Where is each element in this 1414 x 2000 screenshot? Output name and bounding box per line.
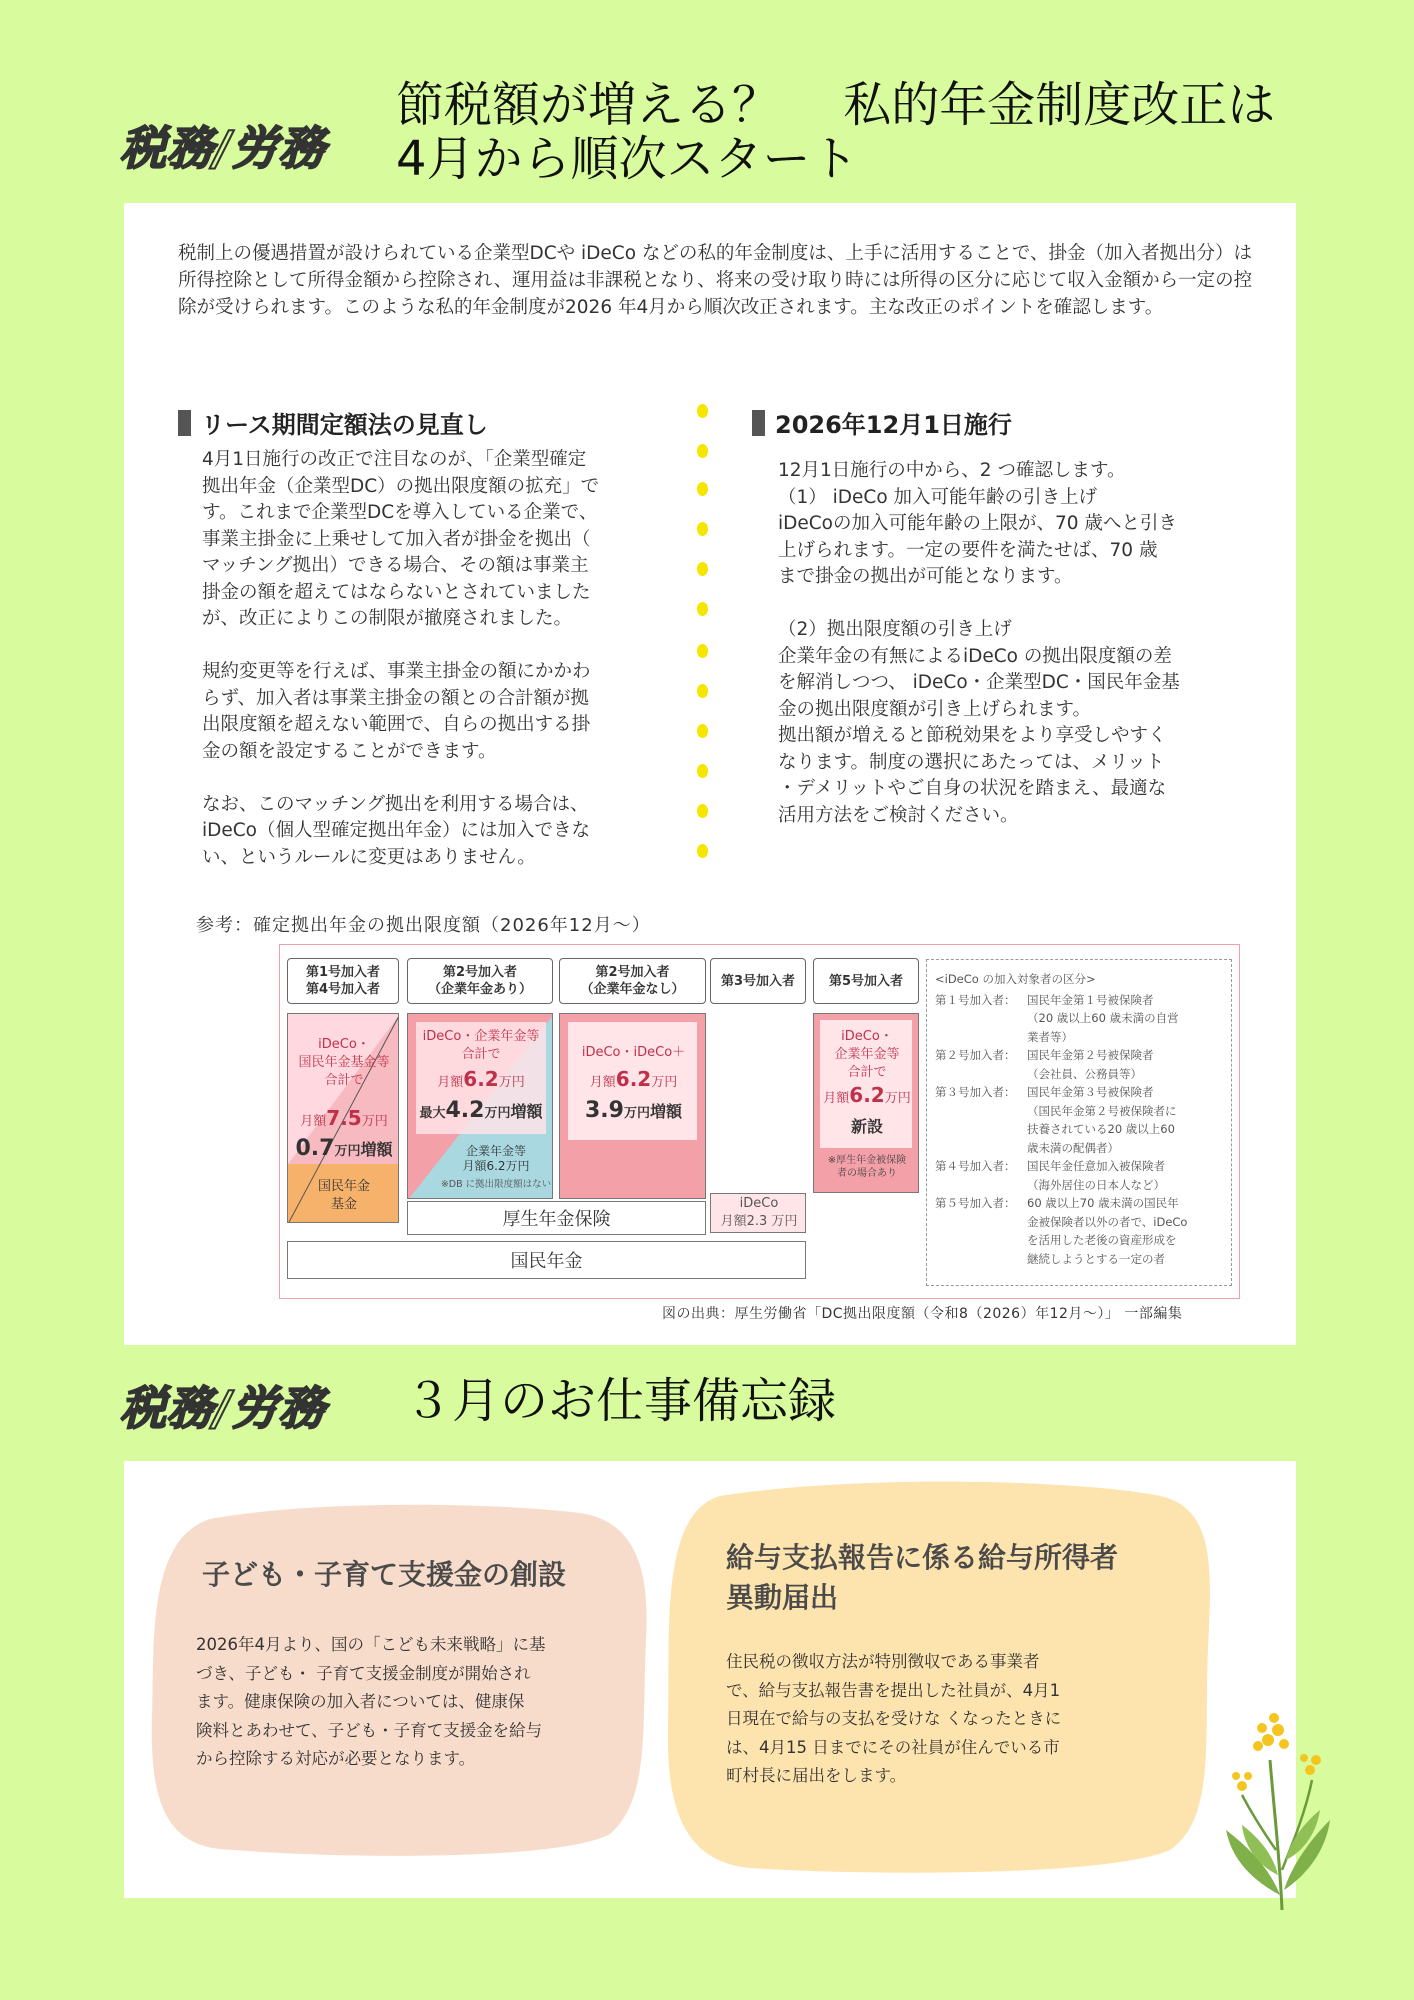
heading-bar-icon	[178, 410, 191, 436]
type5-amount: 月額6.2万円	[823, 1083, 911, 1107]
type1-label: iDeCo・ 国民年金基金等 合計で	[298, 1037, 390, 1088]
legend-row: 第５号加入者： 60 歳以上70 歳未満の国民年 金被保険者以外の者で、iDeCo を活用した老後の資産形成を 継続しようとする一定の者	[935, 1196, 1188, 1266]
left-heading-text: リース期間定額法の見直し	[201, 411, 488, 439]
right-heading-text: 2026年12月1日施行	[775, 411, 1012, 439]
kosei-nenkin-layer: 厚生年金保険	[407, 1201, 706, 1235]
header-type2-with-pension: 第2号加入者 （企業年金あり）	[407, 958, 553, 1004]
legend-row: 第４号加入者： 国民年金任意加入被保険者 （海外居住の日本人など）	[935, 1159, 1165, 1192]
legend-title: <iDeCo の加入対象者の区分>	[935, 972, 1096, 986]
type2-sub: 企業年金等 月額6.2万円	[462, 1144, 530, 1173]
title-line-2: 4月から順次スタート	[396, 131, 859, 187]
right-paragraph-1: 12月1日施行の中から、2 つ確認します。 （1） iDeCo 加入可能年齢の引き上げ iDeCoの加入可能年齢の上限が、70 歳へと引き 上げられます。一定の要件を満たせば、70 歳 まで掛金の拠出が可能となります。	[778, 460, 1177, 587]
card-2-title: 給与支払報告に係る給与所得者 異動届出	[726, 1541, 1119, 1614]
card-2-body: 住民税の徴収方法が特別徴収である事業者 で、給与支払報告書を提出した社員が、4月1 日現在で給与の支払を受けな くなったときに は、4月15 日までにその社員が住んでいる市 町村長に届出をします。	[726, 1652, 1062, 1785]
type3-label: iDeCo 月額2.3 万円	[720, 1196, 798, 1229]
type2-label: iDeCo・企業年金等 合計で	[422, 1029, 540, 1062]
type1-amount: 月額7.5万円	[300, 1106, 388, 1130]
ideco-category-legend	[926, 959, 1232, 1286]
figure-title: 参考：確定拠出年金の拠出限度額（2026年12月～）	[196, 915, 651, 936]
type3col-amount: 月額6.2万円	[589, 1067, 678, 1091]
card-1-body: 2026年4月より、国の「こども未来戦略」に基 づき、子ども・ 子育て支援金制度が開始され ます。健康保険の加入者については、健康保 険料とあわせて、子ども・子育て支援金を給与 から控除する対応が必要となります。	[196, 1635, 546, 1768]
intro-paragraph: 税制上の優遇措置が設けられている企業型DCや iDeCo などの私的年金制度は、上手に活用することで、掛金（加入者拠出分）は所得控除として所得金額から控除され、運用益は非課税となり、将来の受け取り時には所得の区分に応じて収入金額から一定の控除が受けられます。このような私的年金制度が2026 年4月から順次改正されます。主な改正のポイントを確認します。	[178, 243, 1253, 318]
figure-source: 図の出典：厚生労働省「DC拠出限度額（令和8（2026）年12月～）」 一部編集	[662, 1306, 1183, 1322]
right-paragraph-2: （2）拠出限度額の引き上げ 企業年金の有無によるiDeCo の拠出限度額の差 を解消しつつ、 iDeCo・企業型DC・国民年金基 金の拠出限度額が引き上げられます。 拠出額が増えると節税効果をより享受しやすく なります。制度の選択にあたっては、メリット ・デメリットやご自身の状況を踏まえ、最適な 活用方法をご検討ください。	[778, 619, 1180, 826]
left-paragraph-3: なお、このマッチング拠出を利用する場合は、 iDeCo（個人型確定拠出年金）には加入できな い、というルールに変更はありません。	[202, 793, 591, 868]
left-column	[202, 447, 672, 898]
left-paragraph-1: 4月1日施行の改正で注目なのが、「企業型確定 拠出年金（企業型DC）の拠出限度額の拡充」で す。これまで企業型DCを導入している企業で、 事業主掛金に上乗せして加入者が掛金を拠出（ マッチング拠出）できる場合、その額は事業主 掛金の額を超えてはならないとされていました が、改正によりこの制限が撤廃されました。	[202, 449, 600, 629]
type1-base: 国民年金 基金	[317, 1179, 370, 1212]
type1-block	[287, 1013, 399, 1223]
memo-card-1	[140, 1499, 650, 1861]
rapeseed-flower-illustration	[1222, 1700, 1332, 1915]
section-tag: 税務/労務	[120, 121, 326, 175]
type2-without-block	[559, 1013, 706, 1199]
header-type3: 第3号加入者	[710, 958, 806, 1004]
legend-row: 第１号加入者： 国民年金第１号被保険者 （20 歳以上60 歳未満の自営 業者等）	[935, 992, 1179, 1044]
type2-amount: 月額6.2万円	[437, 1067, 525, 1091]
type3-block	[710, 1193, 806, 1233]
type5-label: iDeCo・ 企業年金等 合計で	[834, 1029, 900, 1080]
type5-new: 新設	[850, 1117, 883, 1136]
type3col-increase: 3.9万円増額	[584, 1098, 682, 1123]
type1-increase: 0.7万円増額	[295, 1136, 393, 1161]
page-title	[396, 78, 1275, 186]
type5-block	[813, 1013, 919, 1193]
header-type5: 第5号加入者	[813, 958, 919, 1004]
type2-with-block	[407, 1013, 553, 1199]
contribution-limit-figure	[279, 944, 1240, 1299]
type3col-label: iDeCo・iDeCo＋	[581, 1045, 686, 1060]
section2-tag: 税務/労務	[120, 1381, 326, 1435]
header-type1-4: 第1号加入者 第4号加入者	[287, 958, 399, 1004]
right-section-heading	[752, 405, 1012, 440]
legend-row: 第３号加入者： 国民年金第３号被保険者 （国民年金第２号被保険者に 扶養されている20 歳以上60 歳未満の配偶者）	[935, 1085, 1177, 1155]
left-section-heading	[178, 405, 488, 440]
type2-increase: 最大4.2万円増額	[419, 1098, 543, 1123]
card-1-title: 子ども・子育て支援金の創設	[202, 1558, 567, 1591]
heading-bar-icon	[752, 410, 765, 436]
right-column	[778, 458, 1258, 856]
kokumin-nenkin-layer: 国民年金	[287, 1241, 806, 1279]
left-paragraph-2: 規約変更等を行えば、事業主掛金の額にかかわ らず、加入者は事業主掛金の額との合計額が拠 出限度額を超えない範囲で、自らの拠出する掛 金の額を設定することができます。	[202, 661, 591, 762]
title-line-1: 節税額が増える？ 私的年金制度改正は	[396, 77, 1276, 133]
legend-row: 第２号加入者： 国民年金第２号被保険者 （会社員、公務員等）	[935, 1048, 1154, 1081]
type5-note: ※厚生年金被保険 者の場合あり	[827, 1155, 907, 1179]
type2-note: ※DB に拠出限度額はない	[440, 1179, 552, 1190]
section2-title: ３月のお仕事備忘録	[404, 1373, 837, 1429]
memo-card-2	[660, 1478, 1220, 1878]
column-divider	[693, 404, 713, 874]
header-type2-without-pension: 第2号加入者 （企業年金なし）	[559, 958, 706, 1004]
